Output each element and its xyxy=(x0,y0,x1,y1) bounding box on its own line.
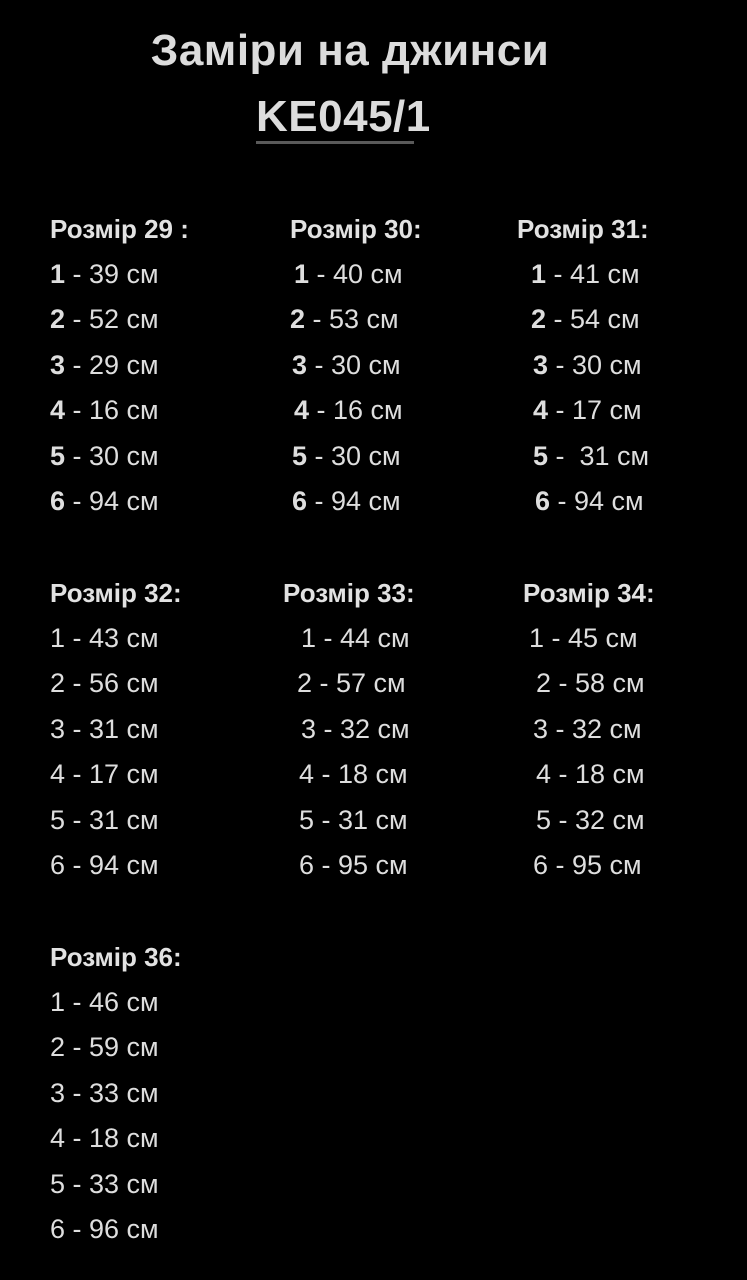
size-block-34 xyxy=(523,578,733,895)
size-block-32 xyxy=(50,578,260,895)
measurement-row: 2 - 57 см xyxy=(297,668,406,699)
size-title: Розмір 32: xyxy=(50,578,182,608)
measurement-row: 3 - 30 см xyxy=(533,349,642,380)
measurement-row: 2 - 56 см xyxy=(50,668,159,699)
measurement-row: 2 - 59 см xyxy=(50,1032,159,1063)
measurement-row: 1 - 39 см xyxy=(50,259,159,289)
measurement-row: 6 - 94 см xyxy=(292,485,401,516)
measurement-row: 2 - 58 см xyxy=(536,668,645,699)
size-title: Розмір 31: xyxy=(517,214,649,244)
size-block-36 xyxy=(50,942,260,1259)
measurement-row: 6 - 95 см xyxy=(533,849,642,880)
measurement-row: 5 - 32 см xyxy=(536,804,645,835)
measurement-row: 6 - 94 см xyxy=(535,485,644,516)
size-title: Розмір 30: xyxy=(290,214,422,244)
measurement-row: 5 - 30 см xyxy=(50,440,159,471)
measurement-row: 5 - 33 см xyxy=(50,1168,159,1199)
page-title: Заміри на джинси xyxy=(150,26,550,75)
size-block-31 xyxy=(517,214,727,531)
measurement-row: 3 - 29 см xyxy=(50,349,159,380)
size-title: Розмір 34: xyxy=(523,578,655,608)
measurement-row: 4 - 18 см xyxy=(536,759,645,790)
measurement-row: 6 - 94 см xyxy=(50,849,159,880)
measurement-row: 1 - 41 см xyxy=(531,259,640,289)
measurement-row: 5 - 30 см xyxy=(292,440,401,471)
measurement-row: 6 - 95 см xyxy=(299,849,408,880)
measurement-row: 5 - 31 см xyxy=(50,804,159,835)
measurement-row: 6 - 96 см xyxy=(50,1213,159,1244)
measurement-row: 2 - 53 см xyxy=(290,304,399,335)
measurement-row: 1 - 46 см xyxy=(50,987,159,1017)
size-title: Розмір 33: xyxy=(283,578,415,608)
measurement-row: 3 - 33 см xyxy=(50,1077,159,1108)
measurement-row: 1 - 40 см xyxy=(294,259,403,289)
measurement-row: 2 - 54 см xyxy=(531,304,640,335)
measurement-row: 1 - 45 см xyxy=(529,623,638,653)
measurement-row: 3 - 31 см xyxy=(50,713,159,744)
measurement-row: 6 - 94 см xyxy=(50,485,159,516)
size-title: Розмір 29 : xyxy=(50,214,189,244)
measurement-row: 1 - 44 см xyxy=(301,623,410,653)
measurement-row: 5 - 31 см xyxy=(299,804,408,835)
measurement-row: 1 - 43 см xyxy=(50,623,159,653)
measurement-row: 3 - 30 см xyxy=(292,349,401,380)
measurement-row: 4 - 16 см xyxy=(294,395,403,426)
measurement-row: 3 - 32 см xyxy=(533,713,642,744)
measurement-row: 4 - 16 см xyxy=(50,395,159,426)
measurement-row: 3 - 32 см xyxy=(301,713,410,744)
product-code: KE045/1 xyxy=(256,92,431,141)
size-title: Розмір 36: xyxy=(50,942,182,972)
measurement-row: 4 - 17 см xyxy=(50,759,159,790)
size-block-30 xyxy=(290,214,500,531)
measurement-row: 4 - 17 см xyxy=(533,395,642,426)
measurement-row: 5 - 31 см xyxy=(533,440,650,471)
measurement-row: 2 - 52 см xyxy=(50,304,159,335)
size-block-33 xyxy=(283,578,493,895)
measurement-row: 4 - 18 см xyxy=(50,1123,159,1154)
product-code-underline xyxy=(256,141,414,144)
measurement-row: 4 - 18 см xyxy=(299,759,408,790)
size-block-29 xyxy=(50,214,260,531)
